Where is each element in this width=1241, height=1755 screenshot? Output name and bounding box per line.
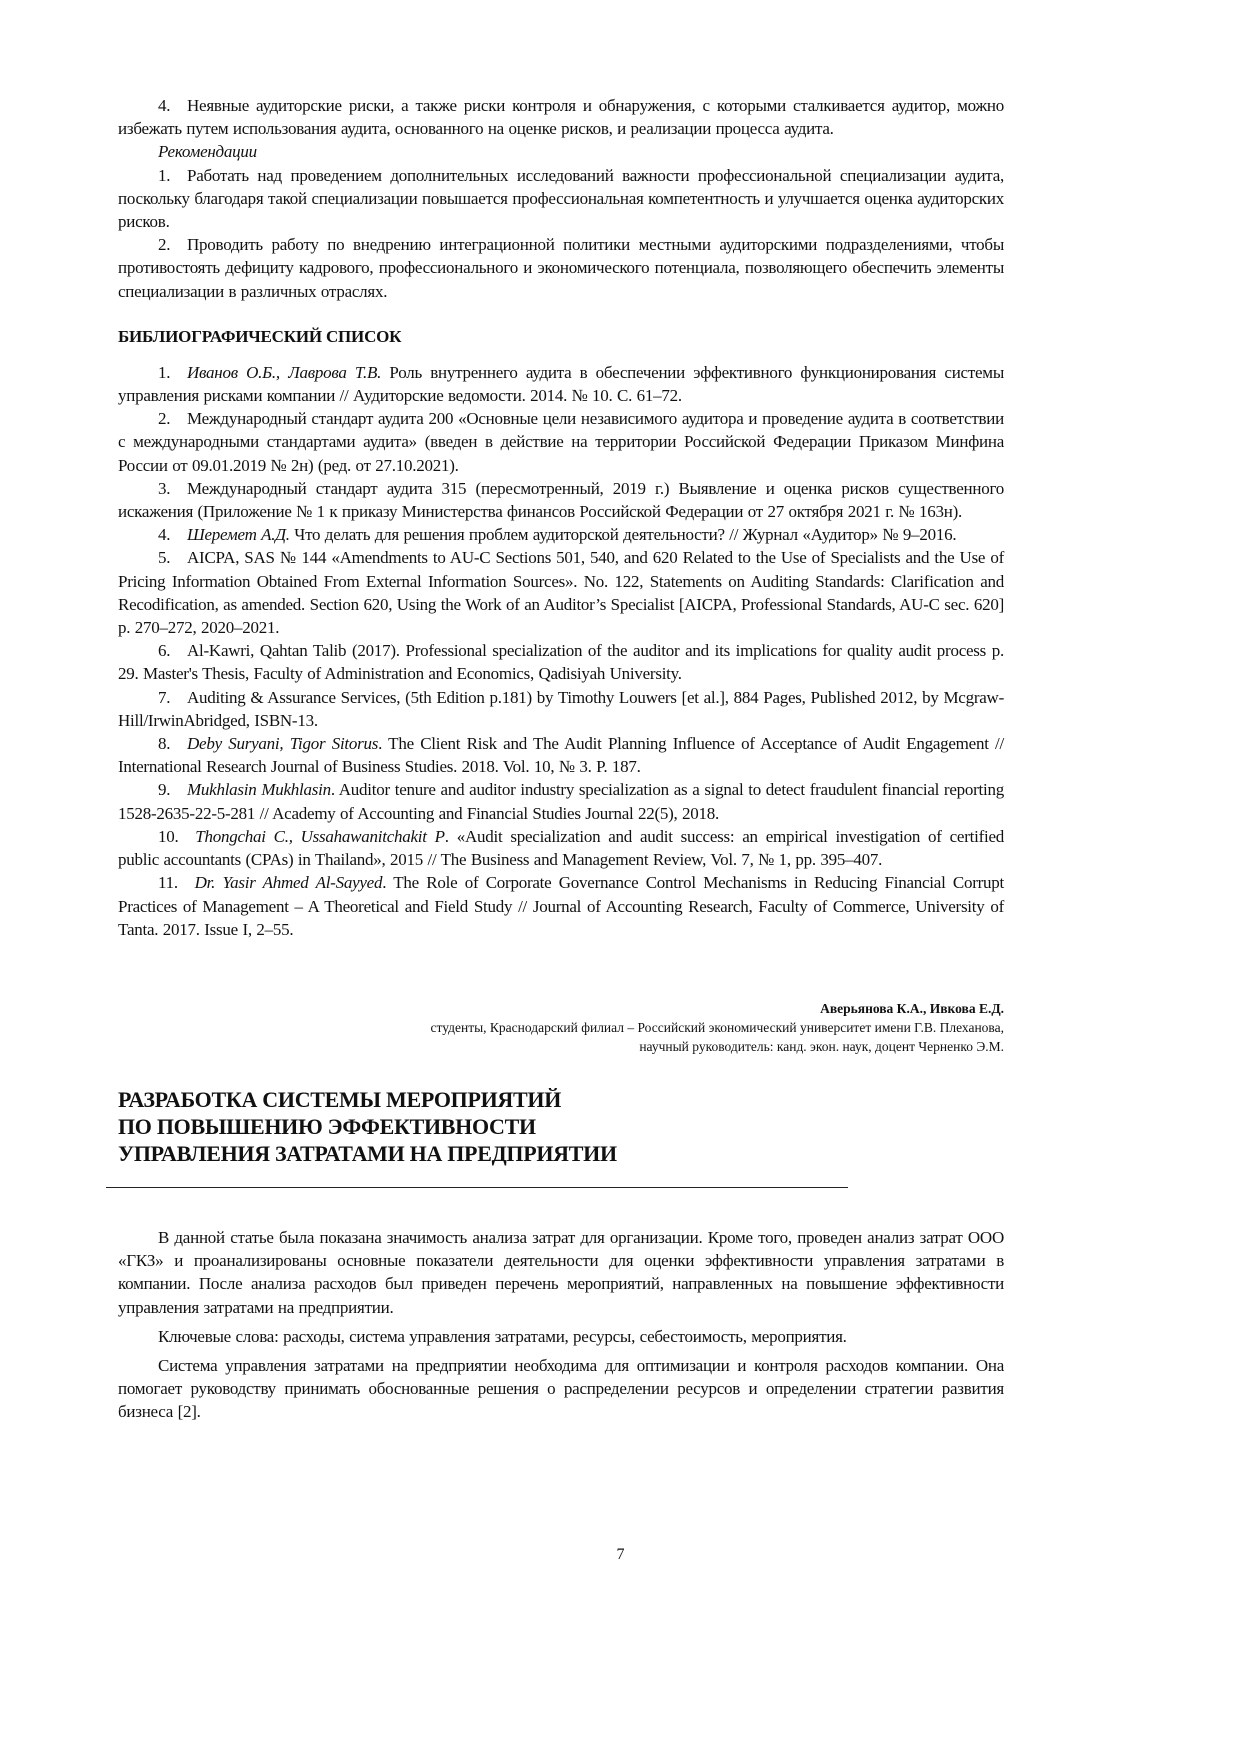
item-text: . Auditor tenure and auditor industry specialization as a signal to detect fraudulent financial reporting 1528-2635-22-5-281 // Academy of Accounting and Financial Studies Journal 22(5), 2018. (118, 780, 1005, 823)
item-author: Иванов О.Б., Лаврова Т.В. (187, 362, 382, 382)
item-text: Роль внутреннего аудита в обеспечении эффективного функционирования системы управления рисками компании // Аудиторские ведомости. 2014. № 10. С. 61–72. (118, 362, 1004, 406)
item-number: 3. (158, 478, 187, 498)
item-number: 7. (158, 687, 187, 707)
bibliography-item (118, 361, 1004, 407)
bibliography-item (118, 778, 1004, 824)
bibliography-item (118, 477, 1004, 523)
item-author: Deby Suryani, Tigor Sitorus (187, 734, 379, 754)
item-number: 5. (158, 548, 187, 568)
keywords: Ключевые слова: расходы, система управления затратами, ресурсы, себестоимость, мероприятия. (158, 1326, 847, 1346)
recommendation-2: 2. Проводить работу по внедрению интеграционной политики местными аудиторскими подразделениями, чтобы противостоять дефициту кадрового, профессионального и экономического потенциала, позволяющего обеспечить элементы специализации в различных отраслях. (118, 235, 1004, 301)
bibliography-item (118, 523, 1004, 546)
bibliography-item (118, 871, 1004, 941)
title-divider (106, 1187, 848, 1188)
bibliography-item (118, 686, 1004, 732)
item-text: . The Client Risk and The Audit Planning Influence of Acceptance of Audit Engagement // International Research Journal of Business Studies. 2018. Vol. 10, № 3. P. 187. (118, 734, 1004, 777)
abstract: В данной статье была показана значимость анализа затрат для организации. Кроме того, проведен анализ затрат ООО «ГКЗ» и проанализированы основные показатели деятельности для оценки эффективности управления затратами в компании. После анализа расходов был приведен перечень мероприятий, направленных на повышение эффективности управления затратами на предприятии. (118, 1227, 1004, 1317)
title-line: УПРАВЛЕНИЯ ЗАТРАТАМИ НА ПРЕДПРИЯТИИ (118, 1140, 617, 1166)
bibliography-heading: БИБЛИОГРАФИЧЕСКИЙ СПИСОК (118, 326, 402, 346)
bibliography-item (118, 546, 1004, 639)
item-author: Mukhlasin Mukhlasin (187, 780, 331, 800)
title-line: РАЗРАБОТКА СИСТЕМЫ МЕРОПРИЯТИЙ (118, 1086, 562, 1112)
bibliography-item (118, 825, 1004, 871)
article-title (118, 1086, 1004, 1167)
bibliography-item (118, 639, 1004, 685)
item-number: 10. (158, 826, 196, 846)
author-names: Аверьянова К.А., Ивкова Е.Д. (820, 1000, 1004, 1016)
item-text: Что делать для решения проблем аудиторской деятельности? // Журнал «Аудитор» № 9–2016. (289, 525, 957, 545)
item-number: 6. (158, 641, 187, 661)
item-number: 9. (158, 780, 187, 800)
item-number: 1. (158, 362, 187, 382)
item-text: Международный стандарт аудита 200 «Основные цели независимого аудитора и проведение аудита в соответствии с международными стандартами аудита» (введен в действие на территории Российской Федерации Приказом Минфина России от 09.01.2019 № 2н) (ред. от 27.10.2021). (118, 409, 1004, 475)
author-affiliation: студенты, Краснодарский филиал – Российский экономический университет имени Г.В. Плеханова, (430, 1019, 1004, 1035)
item-author: Dr. Yasir Ahmed Al-Sayyed (194, 873, 383, 893)
recommendation-1: 1. Работать над проведением дополнительных исследований важности профессиональной специализации аудита, поскольку благодаря такой специализации повышается профессиональная компетентность и улучшается оценка аудиторских рисков. (118, 165, 1004, 232)
scientific-supervisor: научный руководитель: канд. экон. наук, доцент Черненко Э.М. (639, 1038, 1004, 1054)
bibliography-item (118, 732, 1004, 778)
article-authors-block (118, 999, 1004, 1056)
conclusion-item-4: 4. Неявные аудиторские риски, а также риски контроля и обнаружения, с которыми сталкивается аудитор, можно избежать путем использования аудита, основанного на оценке рисков, и реализации процесса аудита. (118, 96, 1004, 139)
item-text: AICPA, SAS № 144 «Amendments to AU-C Sections 501, 540, and 620 Related to the Use of Specialists and the Use of Pricing Information Obtained From External Information Sources». No. 122, Statements on Auditing Standards: Clarification and Recodification, as amended. Section 620, Using the Work of an Auditor’s Specialist [AICPA, Professional Standards, AU-C sec. 620] p. 270–272, 2020–2021. (118, 548, 1004, 638)
recommendations-heading: Рекомендации (158, 142, 257, 162)
item-number: 2. (158, 409, 187, 429)
title-line: ПО ПОВЫШЕНИЮ ЭФФЕКТИВНОСТИ (118, 1113, 536, 1139)
item-text: Международный стандарт аудита 315 (пересмотренный, 2019 г.) Выявление и оценка рисков существенного искажения (Приложение № 1 к приказу Министерства финансов Российской Федерации от 27 октября 2021 г. № 163н). (118, 478, 1004, 522)
bibliography-item (118, 407, 1004, 477)
item-number: 8. (158, 734, 187, 754)
body-paragraph: Система управления затратами на предприятии необходима для оптимизации и контроля расходов компании. Она помогает руководству принимать обоснованные решения о распределении ресурсов и определении стратегии развития бизнеса [2]. (118, 1355, 1004, 1422)
bibliography-list (118, 361, 1004, 941)
item-number: 4. (158, 525, 187, 545)
page-number: 7 (616, 1546, 625, 1563)
document-page (118, 94, 1004, 1424)
item-author: Thongchai C., Ussahawanitchakit P (195, 826, 445, 846)
item-text: Al-Kawri, Qahtan Talib (2017). Professional specialization of the auditor and its implications for quality audit process p. 29. Master's Thesis, Faculty of Administration and Economics, Qadisiyah University. (118, 641, 1004, 684)
item-text: Auditing & Assurance Services, (5th Edition p.181) by Timothy Louwers [et al.], 884 Pages, Published 2012, by Mcgraw-Hill/IrwinAbridged, ISBN-13. (118, 687, 1004, 730)
item-text: . «Audit specialization and audit success: an empirical investigation of certified public accountants (CPAs) in Thailand», 2015 // The Business and Management Review, Vol. 7, № 1, pp. 395–407. (118, 826, 1005, 870)
item-author: Шеремет А.Д. (187, 525, 290, 545)
item-number: 11. (158, 873, 195, 893)
item-text: . The Role of Corporate Governance Control Mechanisms in Reducing Financial Corrupt Practices of Management – A Theoretical and Field Study // Journal of Accounting Research, Faculty of Commerce, University of Tanta. 2017. Issue I, 2–55. (118, 873, 1005, 939)
